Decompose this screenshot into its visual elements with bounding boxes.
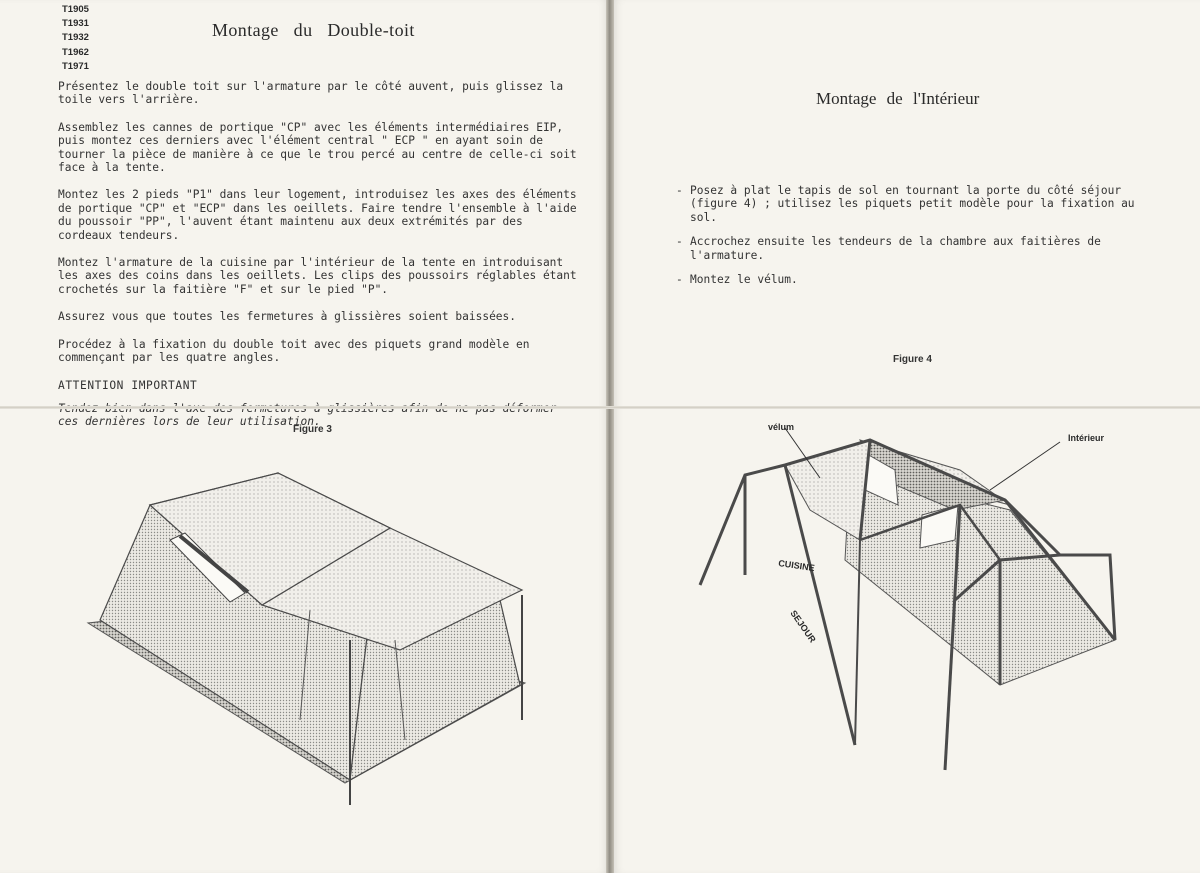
instruction-paragraph: Procédez à la fixation du double toit avec des piquets grand modèle en commençant par les quatre angles. bbox=[58, 337, 530, 365]
instruction-item: - Montez le vélum. bbox=[676, 273, 1156, 286]
model-code: T1931 bbox=[62, 18, 89, 30]
label-cuisine: CUISINE bbox=[777, 558, 816, 574]
label-velum: vélum bbox=[768, 422, 795, 432]
figure-3-tent-illustration bbox=[88, 473, 525, 805]
instruction-item-text: Posez à plat le tapis de sol en tournant la porte du côté séjour (figure 4) ; utilisez les piquets petit modèle pour la fixation au sol. bbox=[690, 184, 1135, 224]
instruction-item: - Posez à plat le tapis de sol en tournant la porte du côté séjour (figure 4) ; utilisez les piquets petit modèle pour la fixation au sol. bbox=[676, 184, 1156, 224]
attention-heading: ATTENTION IMPORTANT bbox=[58, 378, 198, 392]
instruction-paragraph: Montez les 2 pieds "P1" dans leur logement, introduisez les axes des éléments de portique "CP" et "ECP" dans les oeillets. Faire tendre l'ensemble à l'aide du poussoir "PP", l'auvent étant maintenu aux deux extrémités par des cordeaux tendeurs. bbox=[58, 188, 577, 242]
figure-4-caption: Figure 4 bbox=[893, 354, 932, 365]
instruction-item-text: Montez le vélum. bbox=[690, 273, 798, 287]
instruction-paragraph: Montez l'armature de la cuisine par l'intérieur de la tente en introduisant les axes des coins dans les oeillets. Les clips des poussoirs réglables étant crochetés sur la faitière "F" et sur le pied "P". bbox=[58, 256, 577, 296]
model-code: T1971 bbox=[62, 60, 89, 72]
instruction-paragraph: Assemblez les cannes de portique "CP" avec les éléments intermédiaires EIP, puis montez ces derniers avec l'élément central " ECP " en ayant soin de tourner la pièce de manière à ce que le trou percé au centre de celle-ci soit face à la tente. bbox=[58, 120, 577, 175]
model-code: T1932 bbox=[62, 32, 89, 44]
instruction-paragraph: Assurez vous que toutes les fermetures à glissières soient baissées. bbox=[58, 310, 517, 324]
model-code: T1905 bbox=[62, 4, 89, 15]
section-title-double-toit: Montage du Double-toit bbox=[212, 20, 415, 40]
attention-text: ces dernières lors de leur utilisation. bbox=[58, 415, 321, 429]
label-interieur: Intérieur bbox=[1068, 433, 1105, 443]
instruction-item-text: Accrochez ensuite les tendeurs de la chambre aux faitières de l'armature. bbox=[690, 235, 1101, 262]
figure-3-caption: Figure 3 bbox=[293, 424, 332, 435]
label-sejour: SEJOUR bbox=[788, 608, 818, 645]
section-title-interieur: Montage de l'Intérieur bbox=[816, 89, 980, 108]
figure-4-interior-illustration bbox=[700, 422, 1115, 770]
instruction-paragraph: Présentez le double toit sur l'armature par le côté auvent, puis glissez la toile vers l'arrière. bbox=[58, 80, 564, 107]
model-code: T1962 bbox=[62, 46, 89, 58]
instruction-item: - Accrochez ensuite les tendeurs de la chambre aux faitières de l'armature. bbox=[676, 235, 1156, 262]
